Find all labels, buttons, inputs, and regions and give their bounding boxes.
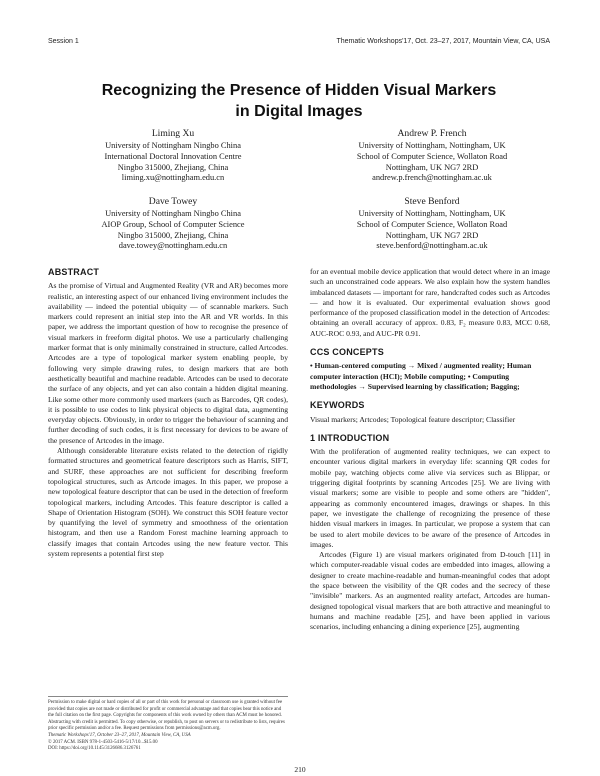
introduction-paragraph: With the proliferation of augmented reality techniques, we can expect to encounter various digital markers in everyday life: scanning QR codes for mobile pay, watching objects come alive via services such as Blippar, or triggering digital footprints by scanning Artcodes [25]. We are living with visual markers; some are visible to people and some others are "hidden", appearing as commonly encountered images, drawings or shapes. In this paper, we investigate the challenge of recognizing the presence of these hidden visual markers in images. In particular, we propose a system that can be used to alert mobile devices to be aware of the presence of Artcodes in images. xyxy=(310,447,550,549)
keywords-heading: KEYWORDS xyxy=(310,400,365,411)
author-name: Liming Xu xyxy=(151,128,195,139)
author-affiliation: AIOP Group, School of Computer Science xyxy=(101,219,245,229)
author-email: dave.towey@nottingham.edu.cn xyxy=(118,241,228,251)
footnote-copyright: © 2017 ACM. ISBN 978-1-4503-5416-5/17/10...$15.00 xyxy=(48,739,158,745)
footnote-venue: Thematic Workshops'17, October 23–27, 2017, Mountain View, CA, USA xyxy=(48,732,191,738)
author-affiliation: School of Computer Science, Wollaton Road xyxy=(356,219,508,229)
introduction-paragraph: Artcodes (Figure 1) are visual markers originated from D-touch [11] in which computer-readable visual codes are embedded into images, allowing a designer to create machine-readable and human-meaningful codes that adopt the space between the visibility of the QR codes and the secrecy of these "invisible" markers. As an augmented reality artefact, Artcodes are human-designed topological visual markers that are both attractive and meaningful to humans and machine readable [25], and have been applied in various scenarios, including enhancing a dining experience [25], augmenting xyxy=(310,550,550,632)
author-affiliation: University of Nottingham, Nottingham, UK xyxy=(358,209,506,218)
author-name: Steve Benford xyxy=(404,196,460,207)
author-affiliation: University of Nottingham Ningbo China xyxy=(105,209,241,218)
author-name: Andrew P. French xyxy=(397,128,467,139)
author-affiliation: University of Nottingham Ningbo China xyxy=(105,141,241,150)
footnote-permission: Permission to make digital or hard copies of all or part of this work for personal or classroom use is granted without fee provided that copies are not made or distributed for profit or commercial advantage and that copies bear this notice and the full citation on the first page. Copyrights for components of this work owned by others than ACM must be honored. Abstracting with credit is permitted. To copy otherwise, or republish, to post on servers or to redistribute to lists, requires prior specific permission and/or a fee. Request permissions from permissions@acm.org. xyxy=(48,700,285,732)
footnote-doi: DOI: https://doi.org/10.1145/3126686.3126761 xyxy=(48,746,141,752)
author-block xyxy=(317,196,547,252)
author-address: Ningbo 315000, Zhejiang, China xyxy=(117,162,229,172)
author-address: Nottingham, UK NG7 2RD xyxy=(385,230,479,240)
title-line-2: in Digital Images xyxy=(235,103,363,120)
keywords-text: Visual markers; Artcodes; Topological feature descriptor; Classifier xyxy=(310,414,516,424)
left-column xyxy=(48,267,288,559)
author-block xyxy=(317,128,547,184)
running-header-conference: Thematic Workshops'17, Oct. 23–27, 2017, Mountain View, CA, USA xyxy=(336,38,550,45)
author-affiliation: International Doctoral Innovation Centre xyxy=(104,151,242,161)
right-column xyxy=(310,267,550,633)
paper-title xyxy=(48,80,550,122)
title-line-1: Recognizing the Presence of Hidden Visual Markers xyxy=(101,82,497,99)
permission-footnote xyxy=(48,696,288,753)
author-address: Ningbo 315000, Zhejiang, China xyxy=(117,230,229,240)
running-header-session: Session 1 xyxy=(48,38,79,45)
abstract-paragraph: Although considerable literature exists related to the detection of rigidly formatted structures and geometrical feature descriptors such as Harris, SIFT, and SURF, these approaches are not sufficient for describing freeform topological structures, such as Artcode images. In this paper, we propose a new topological feature descriptor that can be used in the detection of freeform topological markers, including Artcodes. This feature descriptor is called a Shape of Orientation Histogram (SOH). We construct this SOH feature vector by quantifying the level of symmetry and smoothness of the orientation histogram, and then use a Random Forest machine learning approach to classify images that contain Artcodes using the new feature vector. This system represents a potential first step xyxy=(48,446,288,559)
author-email: steve.benford@nottingham.ac.uk xyxy=(376,241,488,251)
author-address: Nottingham, UK NG7 2RD xyxy=(385,162,479,172)
ccs-heading: CCS CONCEPTS xyxy=(310,347,384,358)
abstract-heading: ABSTRACT xyxy=(48,267,100,277)
author-email: andrew.p.french@nottingham.ac.uk xyxy=(372,173,492,183)
page-number: 210 xyxy=(294,765,306,774)
author-email: liming.xu@nottingham.edu.cn xyxy=(121,173,225,183)
introduction-heading: 1 INTRODUCTION xyxy=(310,432,390,443)
abstract-paragraph: for an eventual mobile device application that would detect where in an image such an unconstrained code appears. We also explain how the system handles imbalanced datasets — important for rare, handcrafted codes such as Artcodes — and how it is evaluated. Our experimental evaluation shows good performance of the proposed classification model in the detection of Artcodes: obtaining an overall accuracy of approx. 0.83, F₂ measure 0.83, MCC 0.68, AUC-ROC 0.93, and AUC-PR 0.91. xyxy=(310,267,550,338)
author-affiliation: School of Computer Science, Wollaton Road xyxy=(356,151,508,161)
author-block xyxy=(58,196,288,252)
ccs-concepts: • Human-centered computing → Mixed / augmented reality; Human computer interaction (HCI); Mobile computing; • Computing methodologies → Supervised learning by classification; Bagging; xyxy=(310,361,532,391)
author-name: Dave Towey xyxy=(148,196,198,207)
author-block xyxy=(58,128,288,184)
abstract-paragraph: As the promise of Virtual and Augmented Reality (VR and AR) becomes more realistic, an interesting aspect of our enhanced living environment includes the availability — indeed the potential ubiquity — of scannable markers. Such markers could represent an initial step into the AR and VR worlds. In this paper, we address the important question of how to recognise the presence of visual markers in freeform digital photos. We use a particularly challenging marker format that is only minimally constrained in structure, called Artcodes. Artcodes are a type of topological marker system enabling people, by following very simple drawing rules, to design markers that are both aesthetically beautiful and machine readable. Artcodes can be used to decorate the surface of any objects, and yet can also contain a hidden digital meaning. Like some other more commonly used markers (such as Barcodes, QR codes), it is possible to use codes to link physical objects to digital data, augmenting everyday objects. Obviously, in order to trigger the behaviour of scanning and further decoding of such codes, it is first necessary for devices to be aware of the presence of Artcodes in the image. xyxy=(48,281,288,445)
author-affiliation: University of Nottingham, Nottingham, UK xyxy=(358,141,506,150)
